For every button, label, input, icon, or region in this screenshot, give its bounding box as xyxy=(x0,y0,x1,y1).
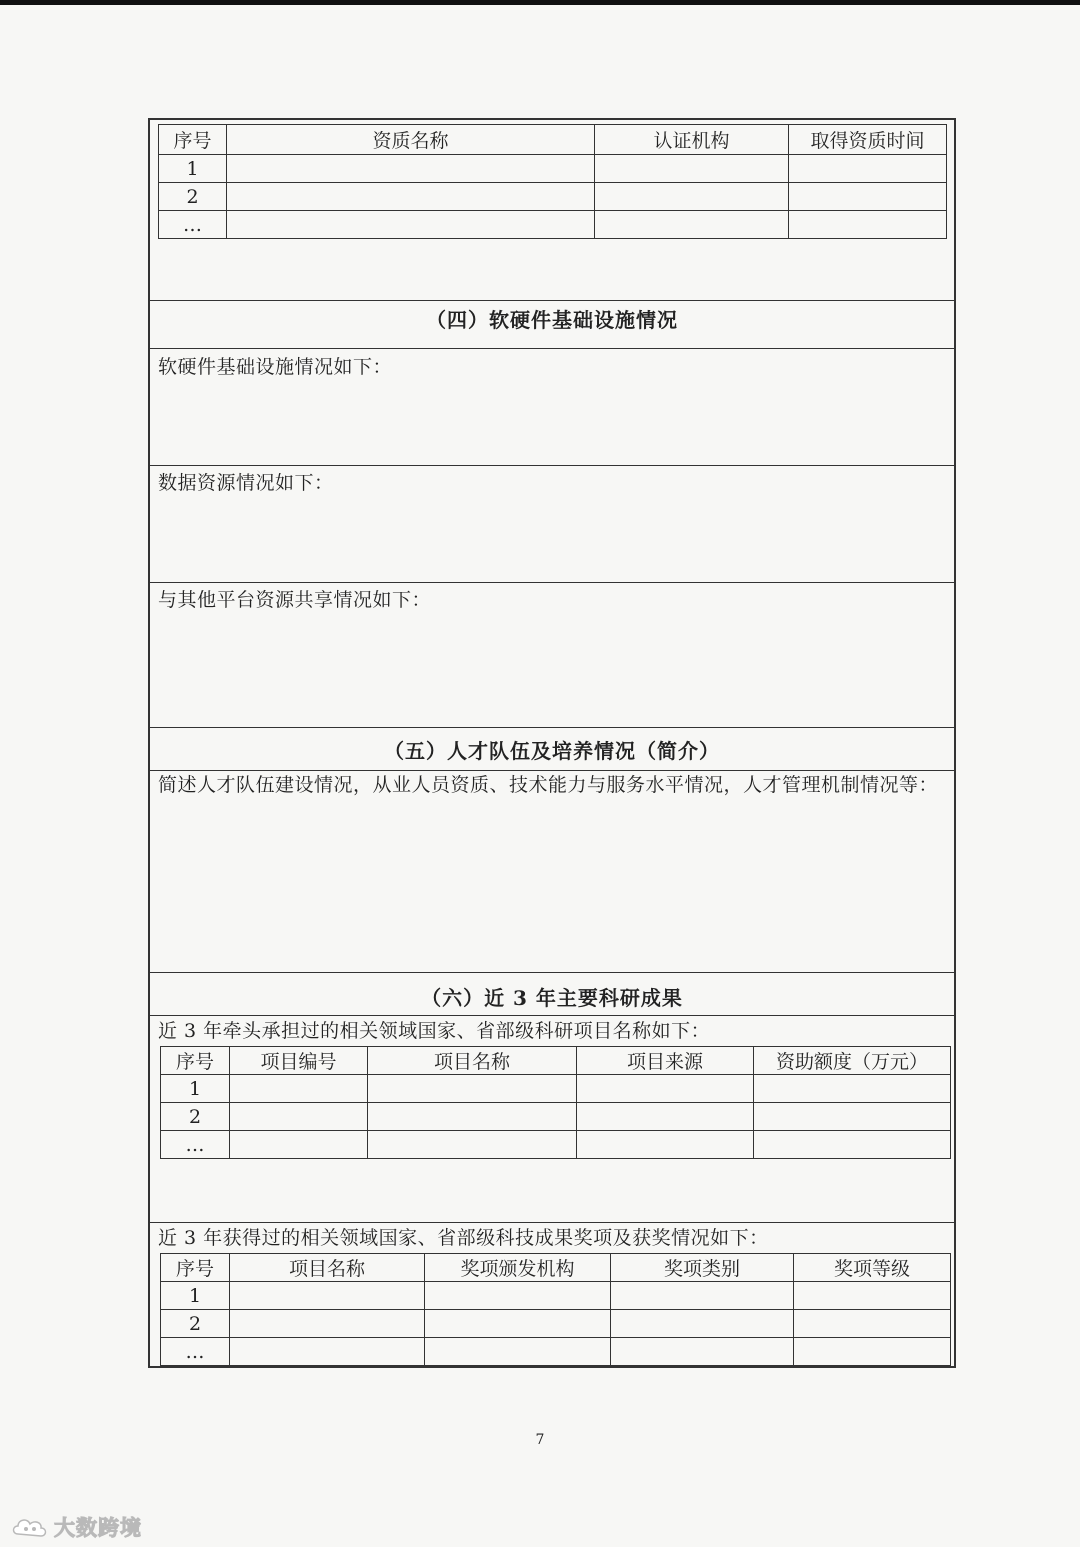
software-hardware-label: 软硬件基础设施情况如下： xyxy=(158,356,393,378)
divider xyxy=(150,300,954,301)
table-row xyxy=(159,183,947,211)
column-header: 项目名称 xyxy=(230,1254,425,1282)
table-header-row xyxy=(159,125,947,155)
row-index: … xyxy=(159,211,227,239)
table-cell xyxy=(230,1282,425,1310)
table-cell xyxy=(794,1282,951,1310)
divider xyxy=(150,465,954,466)
table-cell xyxy=(595,183,789,211)
awards-table xyxy=(160,1253,951,1366)
table-cell xyxy=(227,211,595,239)
column-header: 项目编号 xyxy=(230,1047,368,1075)
table-cell xyxy=(789,183,947,211)
row-index: … xyxy=(161,1131,230,1159)
table-cell xyxy=(611,1310,794,1338)
column-header: 序号 xyxy=(161,1047,230,1075)
column-header: 取得资质时间 xyxy=(789,125,947,155)
divider xyxy=(150,348,954,349)
column-header: 认证机构 xyxy=(595,125,789,155)
table-cell xyxy=(227,183,595,211)
table-row xyxy=(161,1338,951,1366)
table-cell xyxy=(577,1075,754,1103)
table-cell xyxy=(425,1282,611,1310)
column-header: 项目来源 xyxy=(577,1047,754,1075)
table-row xyxy=(159,155,947,183)
column-header: 序号 xyxy=(161,1254,230,1282)
table-row xyxy=(161,1131,951,1159)
table-cell xyxy=(611,1282,794,1310)
qualification-table xyxy=(158,124,947,239)
table-row xyxy=(161,1075,951,1103)
table-row xyxy=(161,1103,951,1131)
table-cell xyxy=(425,1338,611,1366)
watermark xyxy=(10,1512,142,1542)
row-index: 2 xyxy=(161,1103,230,1131)
table-cell xyxy=(425,1310,611,1338)
awards-label: 近 3 年获得过的相关领域国家、省部级科技成果奖项及获奖情况如下： xyxy=(158,1227,769,1249)
cloud-logo-icon xyxy=(10,1514,50,1540)
table-cell xyxy=(577,1103,754,1131)
table-cell xyxy=(577,1131,754,1159)
row-index: … xyxy=(161,1338,230,1366)
table-cell xyxy=(227,155,595,183)
column-header: 项目名称 xyxy=(368,1047,577,1075)
column-header: 奖项等级 xyxy=(794,1254,951,1282)
table-cell xyxy=(368,1131,577,1159)
column-header: 资助额度（万元） xyxy=(754,1047,951,1075)
row-index: 1 xyxy=(161,1075,230,1103)
resource-sharing-label: 与其他平台资源共享情况如下： xyxy=(158,589,432,611)
row-index: 2 xyxy=(161,1310,230,1338)
table-cell xyxy=(754,1131,951,1159)
section-4-title: （四）软硬件基础设施情况 xyxy=(426,308,678,332)
row-index: 1 xyxy=(159,155,227,183)
row-index: 1 xyxy=(161,1282,230,1310)
divider xyxy=(150,972,954,973)
column-header: 资质名称 xyxy=(227,125,595,155)
column-header: 奖项颁发机构 xyxy=(425,1254,611,1282)
application-form-page xyxy=(148,118,956,1368)
table-cell xyxy=(611,1338,794,1366)
section-5-title: （五）人才队伍及培养情况（简介） xyxy=(384,739,720,763)
section-6-title: （六）近 3 年主要科研成果 xyxy=(421,986,683,1010)
table-cell xyxy=(794,1310,951,1338)
divider xyxy=(150,1015,954,1016)
table-row xyxy=(161,1282,951,1310)
divider xyxy=(150,727,954,728)
data-resources-label: 数据资源情况如下： xyxy=(158,472,334,494)
table-row xyxy=(161,1310,951,1338)
table-cell xyxy=(595,155,789,183)
table-cell xyxy=(230,1338,425,1366)
table-cell xyxy=(368,1103,577,1131)
divider xyxy=(150,582,954,583)
table-cell xyxy=(754,1075,951,1103)
table-cell xyxy=(230,1310,425,1338)
research-projects-table xyxy=(160,1046,951,1159)
table-cell xyxy=(368,1075,577,1103)
column-header: 奖项类别 xyxy=(611,1254,794,1282)
scan-top-edge xyxy=(0,0,1080,5)
table-cell xyxy=(230,1131,368,1159)
row-index: 2 xyxy=(159,183,227,211)
column-header: 序号 xyxy=(159,125,227,155)
watermark-text: 大数跨境 xyxy=(54,1516,142,1540)
table-cell xyxy=(754,1103,951,1131)
talent-description: 简述人才队伍建设情况，从业人员资质、技术能力与服务水平情况，人才管理机制情况等： xyxy=(158,774,939,796)
table-cell xyxy=(794,1338,951,1366)
table-cell xyxy=(595,211,789,239)
divider xyxy=(150,1222,954,1223)
page-number: 7 xyxy=(535,1432,545,1448)
table-cell xyxy=(230,1103,368,1131)
table-cell xyxy=(789,211,947,239)
table-cell xyxy=(789,155,947,183)
projects-label: 近 3 年牵头承担过的相关领域国家、省部级科研项目名称如下： xyxy=(158,1020,711,1042)
table-header-row xyxy=(161,1254,951,1282)
table-cell xyxy=(230,1075,368,1103)
table-header-row xyxy=(161,1047,951,1075)
table-row xyxy=(159,211,947,239)
